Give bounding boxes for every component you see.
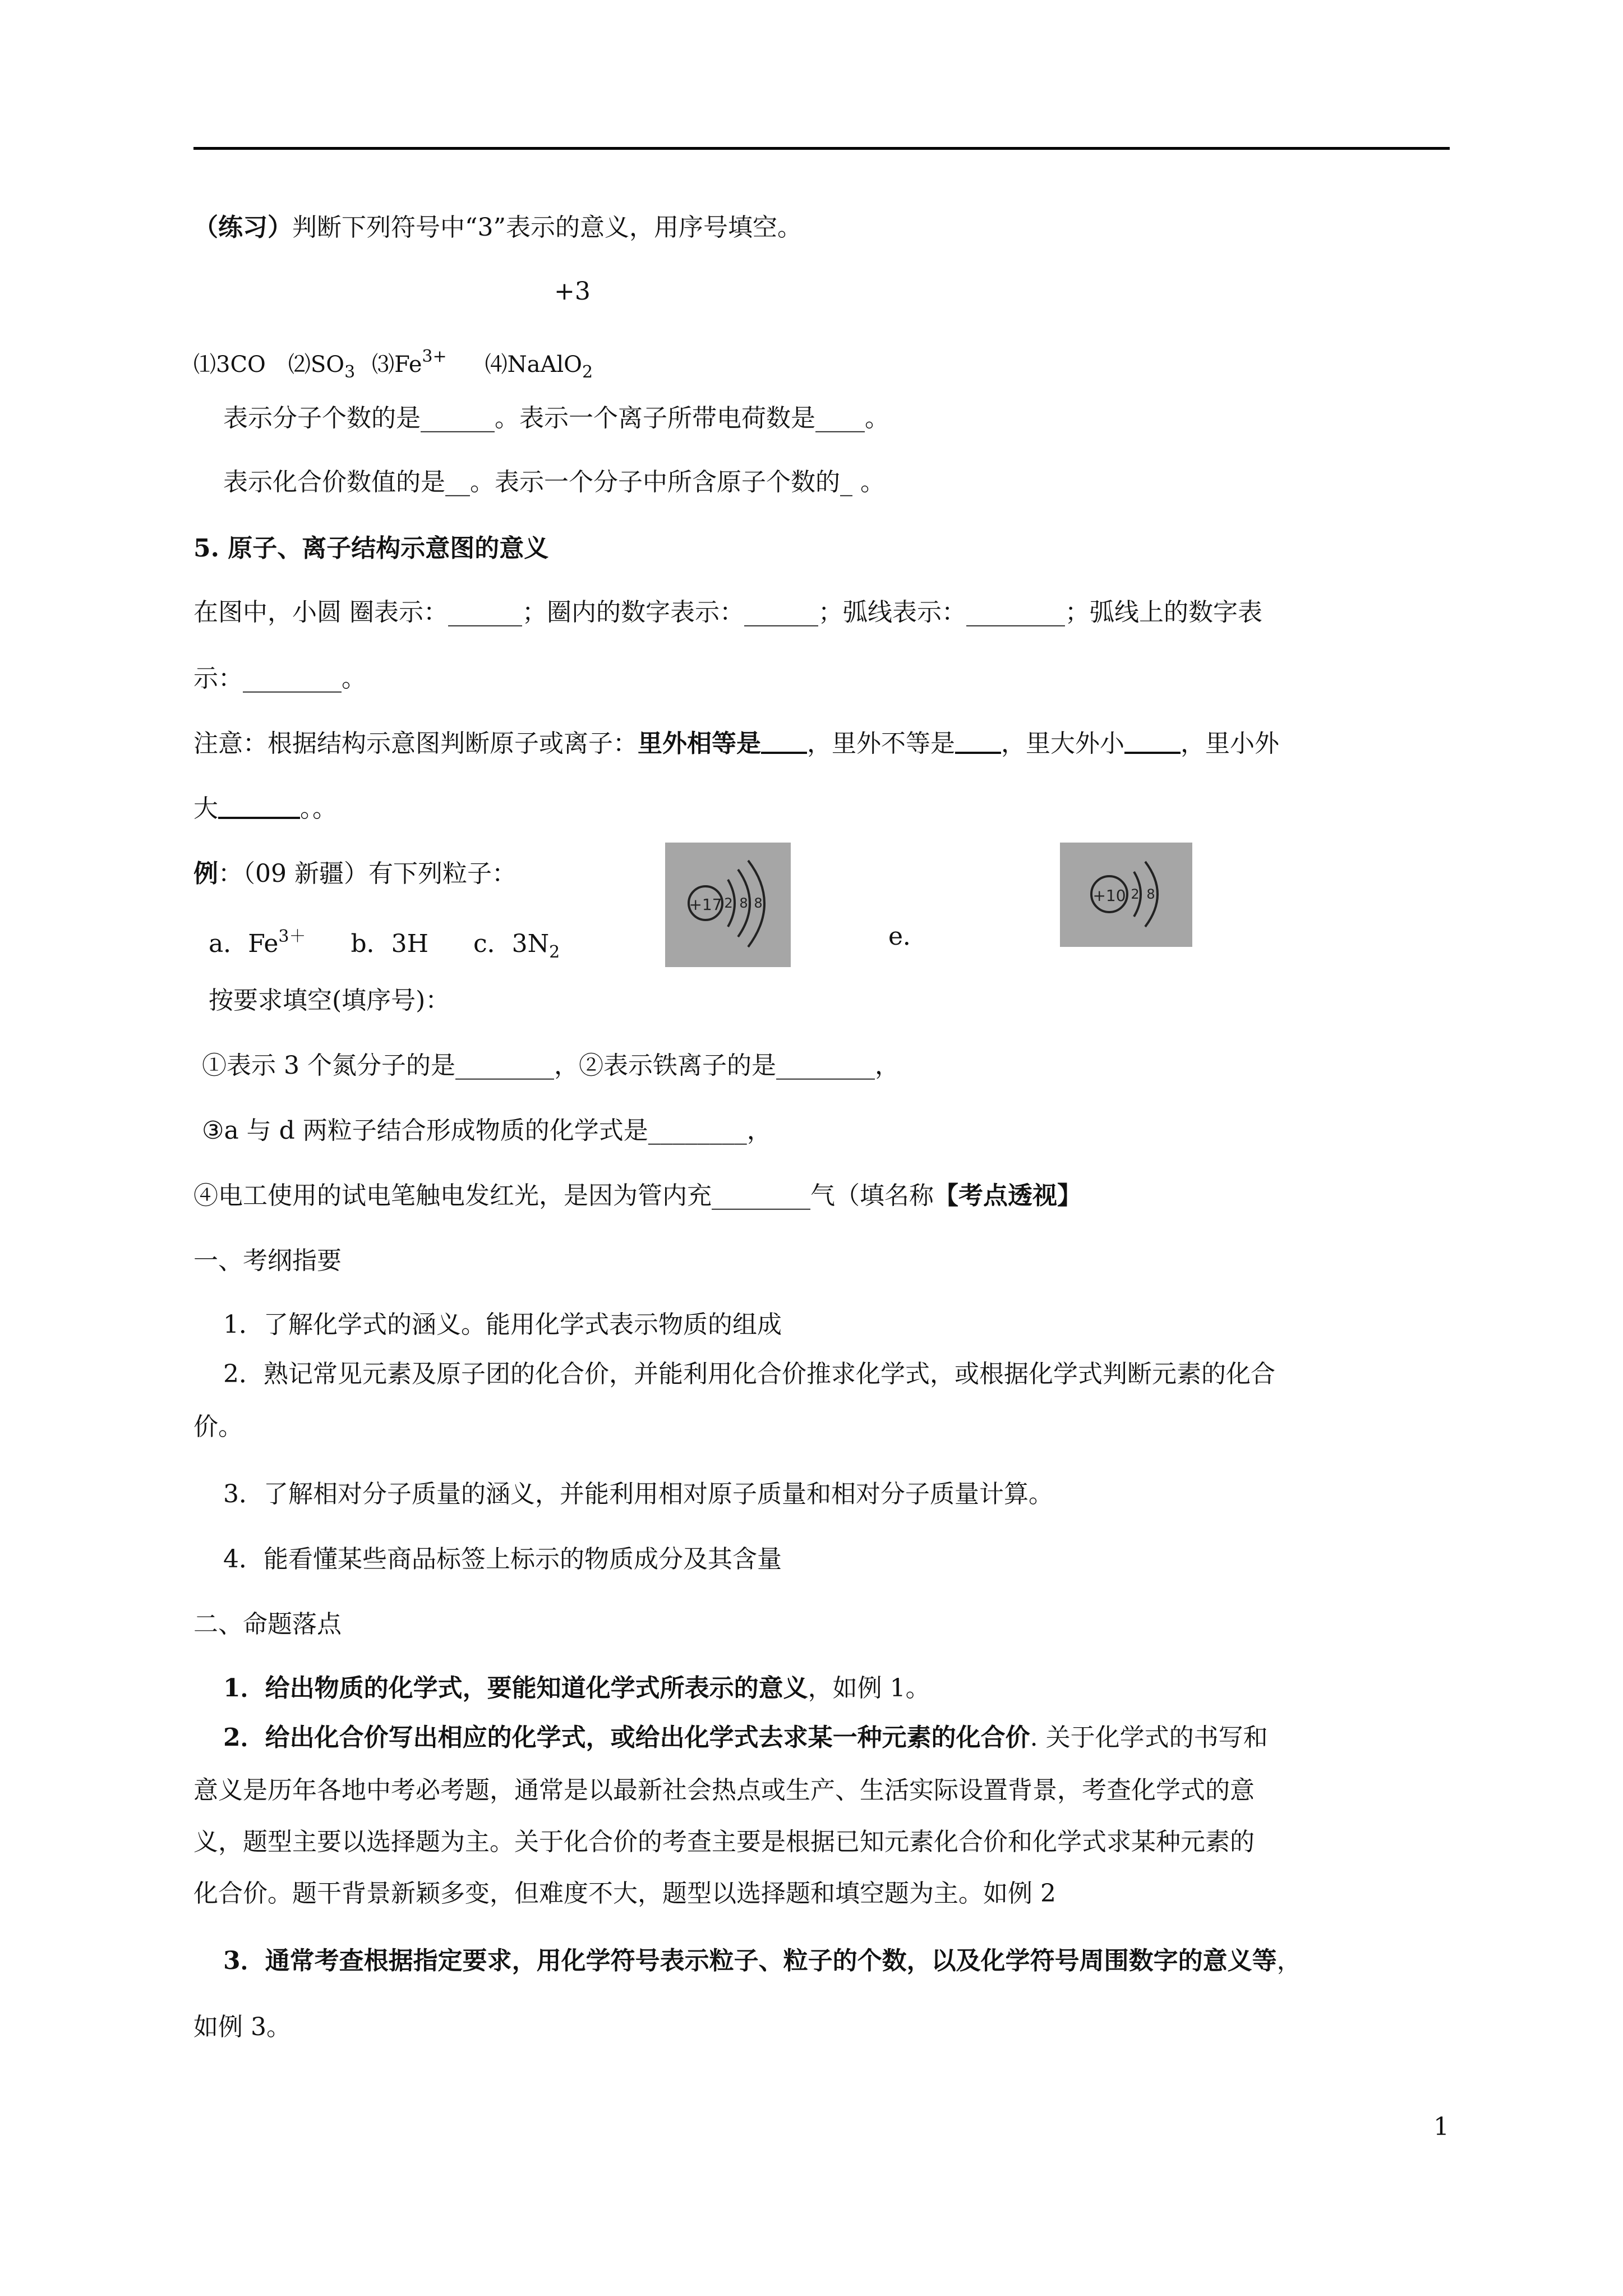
example-intro: ：（09 新疆）有下列粒子：: [218, 859, 517, 888]
points-title: 二、命题落点: [193, 1610, 342, 1639]
practice-question-1: 表示分子个数的是______。表示一个离子所带电荷数是____。: [223, 404, 889, 432]
header-rule: [193, 147, 1450, 150]
symbol-item-4: ⑷NaAlO$_2$: [485, 352, 593, 382]
point-2: 2．给出化合价写出相应的化学式，或给出化学式去求某一种元素的化合价. 关于化学式的书写和: [223, 1723, 1268, 1752]
point-2-line-3: 义，题型主要以选择题为主。关于化合价的考查主要是根据已知元素化合价和化学式求某种元素的: [193, 1828, 1255, 1856]
point-3-line-2: 如例 3。: [193, 2013, 291, 2041]
example-label: 例: [193, 859, 218, 888]
outline-title: 一、考纲指要: [193, 1246, 342, 1275]
diagram-e-shell-1: 2: [1131, 886, 1140, 902]
practice-text: 判断下列符号中“3”表示的意义，用序号填空。: [292, 213, 802, 242]
diagram-e-shell-2: 8: [1146, 886, 1155, 902]
section5-note-line-2: 大 。。: [193, 794, 337, 823]
example-question-2: ③a 与 d 两粒子结合形成物质的化学式是________，: [202, 1116, 772, 1145]
diagram-d-shell-3: 8: [754, 895, 763, 911]
section5-line-1: 在图中，小圆 圈表示：______；圈内的数字表示：______；弧线表示：________；弧线上的数字表: [193, 598, 1262, 627]
diagram-e-nucleus: +10: [1092, 886, 1126, 905]
charge-mark: +3: [554, 277, 591, 306]
outline-item-2: 2．熟记常见元素及原子团的化合价，并能利用化合价推求化学式，或根据化学式判断元素的化合: [223, 1360, 1275, 1388]
outline-item-2-cont: 价。: [193, 1412, 243, 1441]
point-2-line-2: 意义是历年各地中考必考题，通常是以最新社会热点或生产、生活实际设置背景，考查化学式的意: [193, 1776, 1255, 1805]
example-question-3: ④电工使用的试电笔触电发红光，是因为管内充________气（填名称【考点透视】: [193, 1181, 1082, 1210]
diagram-d-nucleus: +17: [689, 895, 722, 914]
outline-item-1: 1．了解化学式的涵义。能用化学式表示物质的组成: [223, 1310, 782, 1339]
section5-line-2: 示：________。: [193, 664, 366, 693]
section5-title: 5. 原子、离子结构示意图的意义: [193, 534, 549, 563]
atom-diagram-d: [665, 843, 791, 967]
practice-question-2: 表示化合价数值的是__。表示一个分子中所含原子个数的_ 。: [223, 468, 885, 496]
point-3: 3．通常考查根据指定要求，用化学符号表示粒子、粒子的个数，以及化学符号周围数字的意义等，: [223, 1947, 1302, 1975]
particle-b: b．3H: [351, 930, 429, 958]
symbol-item-1: ⑴3CO: [193, 352, 266, 378]
page-number: 1: [1433, 2113, 1449, 2141]
diagram-d-shell-1: 2: [724, 895, 733, 911]
point-1: 1．给出物质的化学式，要能知道化学式所表示的意义，如例 1。: [223, 1674, 930, 1703]
symbol-list: [193, 340, 593, 389]
practice-label: （练习）: [193, 213, 292, 242]
example-question-1: ①表示 3 个氮分子的是________，②表示铁离子的是________，: [202, 1051, 900, 1080]
atom-diagram-e: [1060, 843, 1192, 947]
outline-item-4: 4．能看懂某些商品标签上标示的物质成分及其含量: [223, 1545, 782, 1573]
outline-item-3: 3．了解相对分子质量的涵义，并能利用相对原子质量和相对分子质量计算。: [223, 1480, 1053, 1508]
particle-a: a．$Fe^{3+}$: [209, 927, 306, 958]
particle-c: c．$3N_2$: [473, 930, 560, 962]
section5-note: 注意：根据结构示意图判断原子或离子：里外相等是 ，里外不等是 ，里大外小 ，里小外: [193, 729, 1279, 758]
particle-list: [209, 920, 560, 969]
point-2-line-4: 化合价。题干背景新颖多变，但难度不大，题型以选择题和填空题为主。如例 2: [193, 1879, 1056, 1908]
symbol-item-2: $⑵SO_3$: [288, 352, 356, 382]
particle-e: e．: [888, 922, 928, 951]
symbol-item-3: $⑶Fe^{3+}$: [372, 347, 447, 378]
diagram-d-shell-2: 8: [739, 895, 748, 911]
practice-line: [193, 211, 802, 245]
example-instruction: 按要求填空(填序号)：: [209, 986, 450, 1015]
example-intro-line: [193, 857, 517, 891]
